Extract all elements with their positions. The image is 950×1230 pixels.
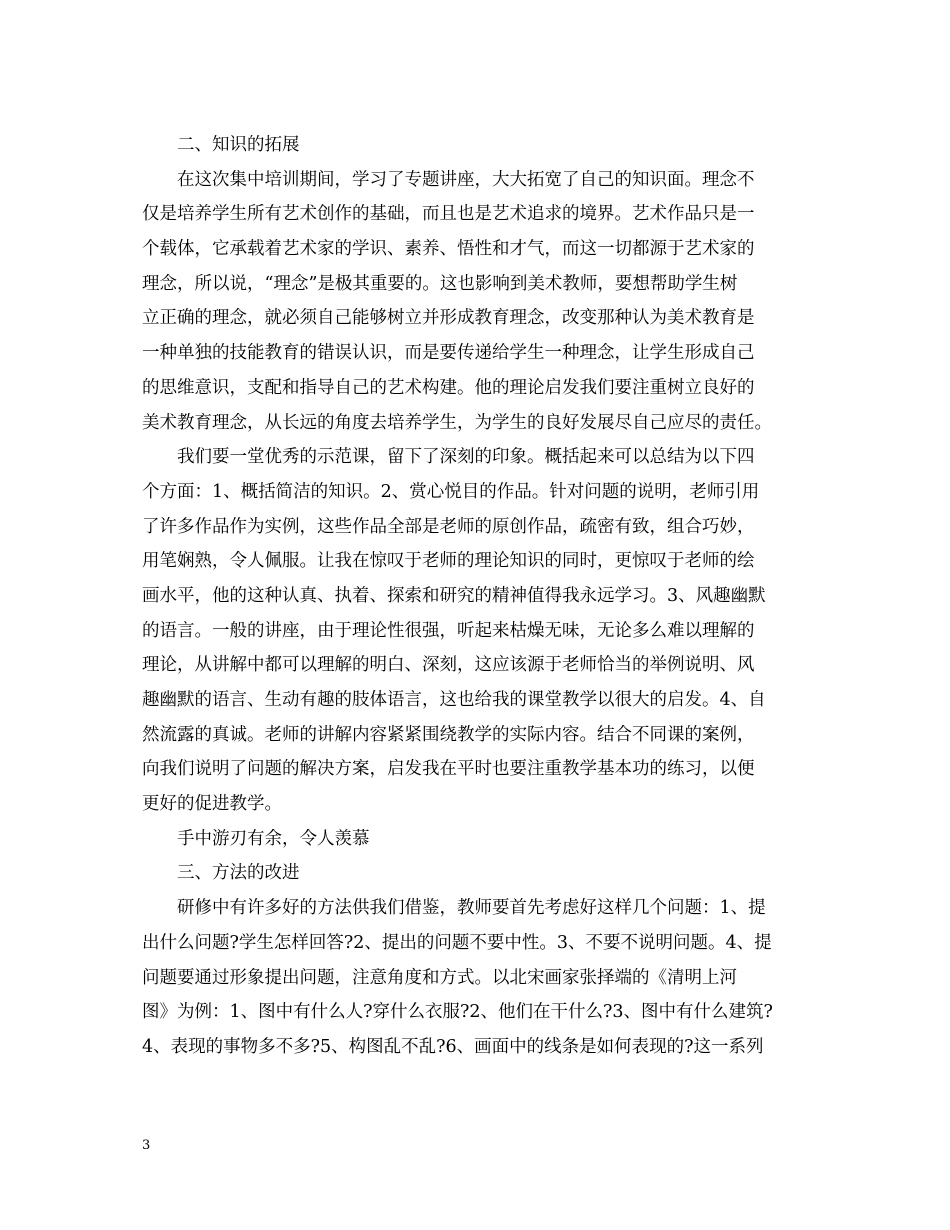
paragraph-line: 的思维意识，支配和指导自己的艺术构建。他的理论启发我们要注重树立良好的 [142,377,755,398]
paragraph-line: 理念，所以说，“理念”是极其重要的。这也影响到美术教师，要想帮助学生树 [142,273,738,294]
paragraph-line: 画水平，他的这种认真、执着、探索和研究的精神值得我永远学习。3、风趣幽默 [142,585,766,606]
paragraph-line: 仅是培养学生所有艺术创作的基础，而且也是艺术追求的境界。艺术作品只是一 [142,204,755,225]
heading-method-improvement: 三、方法的改进 [177,863,300,884]
paragraph-line: 立正确的理念，就必须自己能够树立并形成教育理念，改变那种认为美术教育是 [142,308,755,329]
paragraph-line: 理论，从讲解中都可以理解的明白、深刻，这应该源于老师恰当的举例说明、风 [142,655,755,676]
paragraph-line: 向我们说明了问题的解决方案，启发我在平时也要注重教学基本功的练习，以便 [142,759,755,780]
document-body [142,128,804,1065]
paragraph-line: 4、表现的事物多不多?5、构图乱不乱?6、画面中的线条是如何表现的?这一系列 [142,1036,764,1057]
paragraph-line: 了许多作品作为实例，这些作品全部是老师的原创作品，疏密有致，组合巧妙， [142,516,755,537]
paragraph-line: 然流露的真诚。老师的讲解内容紧紧围绕教学的实际内容。结合不同课的案例， [142,724,755,745]
paragraph-line: 图》为例：1、图中有什么人?穿什么衣服?2、他们在干什么?3、图中有什么建筑? [142,1002,773,1023]
paragraph-line: 研修中有许多好的方法供我们借鉴，教师要首先考虑好这样几个问题：1、提 [177,898,766,919]
paragraph-line: 更好的促进教学。 [142,794,282,815]
paragraph-line: 手中游刃有余，令人羡慕 [177,828,370,849]
paragraph-line: 在这次集中培训期间，学习了专题讲座，大大拓宽了自己的知识面。理念不 [177,169,755,190]
paragraph-line: 个方面：1、概括简洁的知识。2、赏心悦目的作品。针对问题的说明，老师引用 [142,481,760,502]
paragraph-line: 趣幽默的语言、生动有趣的肢体语言，这也给我的课堂教学以很大的启发。4、自 [142,690,766,710]
paragraph-line: 问题要通过形象提出问题，注意角度和方式。以北宋画家张择端的《清明上河 [142,967,737,988]
paragraph-line: 一种单独的技能教育的错误认识，而是要传递给学生一种理念，让学生形成自己 [142,343,755,364]
paragraph-line: 个载体，它承载着艺术家的学识、素养、悟性和才气，而这一切都源于艺术家的 [142,239,755,260]
paragraph-line: 用笔娴熟，令人佩服。让我在惊叹于老师的理论知识的同时，更惊叹于老师的绘 [142,551,755,572]
paragraph-line: 的语言。一般的讲座，由于理论性很强，听起来枯燥无味，无论多么难以理解的 [142,620,755,641]
page-number: 3 [142,1138,151,1153]
paragraph-line: 出什么问题?学生怎样回答?2、提出的问题不要中性。3、不要不说明问题。4、提 [142,932,772,953]
heading-knowledge-expansion: 二、知识的拓展 [177,135,300,155]
paragraph-line: 美术教育理念，从长远的角度去培养学生，为学生的良好发展尽自己应尽的责任。 [142,412,772,433]
paragraph-line: 我们要一堂优秀的示范课，留下了深刻的印象。概括起来可以总结为以下四 [177,447,755,468]
